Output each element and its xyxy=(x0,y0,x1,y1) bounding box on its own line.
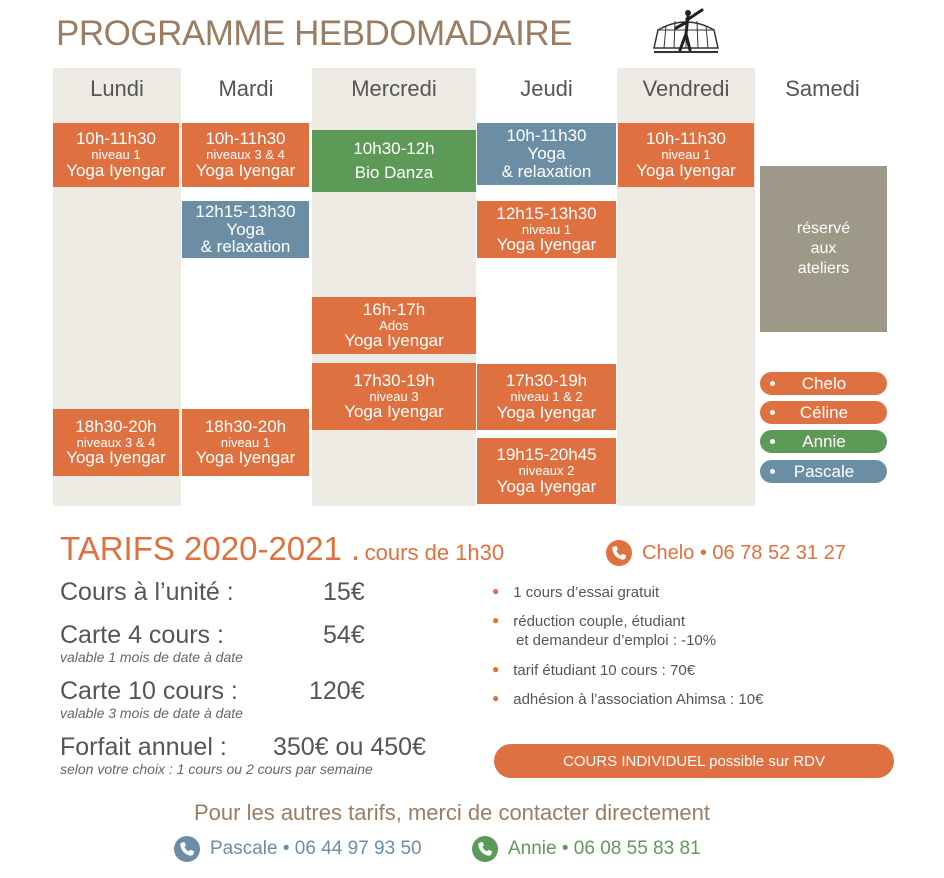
class-time: 10h-11h30 xyxy=(75,129,157,149)
teacher-name: Annie xyxy=(802,431,846,451)
class-level: niveau 1 xyxy=(91,147,141,163)
teacher-name: Céline xyxy=(799,402,849,422)
price-label: Forfait annuel : xyxy=(60,733,227,761)
teacher-legend-celine xyxy=(760,401,887,424)
class-time: 17h30-19h xyxy=(353,370,435,390)
phone-icon xyxy=(606,540,632,566)
phone-number: Chelo • 06 78 52 31 27 xyxy=(642,541,846,564)
class-time: 10h30-12h xyxy=(353,139,435,159)
class-time: 18h30-20h xyxy=(204,416,287,436)
price-value: 120€ xyxy=(309,677,365,705)
class-time: 12h15-13h30 xyxy=(496,203,597,223)
class-time: 10h-11h30 xyxy=(506,126,587,146)
class-level: Ados xyxy=(379,317,409,333)
price-value: 54€ xyxy=(323,621,365,649)
price-value: 15€ xyxy=(323,578,365,606)
class-course: Yoga Iyengar xyxy=(66,448,166,468)
phone-chelo[interactable] xyxy=(606,540,846,566)
bullet-text: réduction couple, étudiant xyxy=(513,613,686,630)
bullet-text: adhésion à l’association Ahimsa : 10€ xyxy=(513,691,764,708)
price-note: valable 3 mois de date à date xyxy=(60,705,243,721)
price-label: Carte 4 cours : xyxy=(60,621,224,649)
class-course: Yoga Iyengar xyxy=(195,448,296,468)
class-block xyxy=(182,201,309,258)
class-block xyxy=(53,409,179,476)
class-course: Bio Danza xyxy=(354,163,434,182)
class-time: 18h30-20h xyxy=(75,416,157,436)
bullet-dot-icon: ● xyxy=(492,691,500,705)
class-block xyxy=(477,201,616,258)
class-level: niveaux 3 & 4 xyxy=(206,147,285,163)
class-level: niveau 1 & 2 xyxy=(510,389,583,405)
day-jeudi: Jeudi xyxy=(520,76,573,101)
bullet-text: et demandeur d’emploi : -10% xyxy=(516,632,717,649)
class-time: 17h30-19h xyxy=(505,371,588,391)
class-block xyxy=(312,130,476,192)
price-label: Carte 10 cours : xyxy=(60,677,238,705)
class-time: 16h-17h xyxy=(362,299,426,319)
class-course: Yoga Iyengar xyxy=(496,235,597,255)
day-mercredi: Mercredi xyxy=(351,76,437,101)
class-course: Yoga Iyengar xyxy=(344,402,444,422)
class-course-detail: & relaxation xyxy=(501,161,592,181)
class-course: Yoga Iyengar xyxy=(636,160,736,180)
course-duration: cours de 1h30 xyxy=(364,540,505,565)
contact-label: Annie • 06 08 55 83 81 xyxy=(508,838,701,859)
info-bullet xyxy=(492,691,763,708)
reserved-line: aux xyxy=(810,240,837,257)
info-bullet-continued xyxy=(516,632,716,649)
page-title: PROGRAMME HEBDOMADAIRE xyxy=(56,14,572,53)
class-course: Yoga Iyengar xyxy=(344,331,444,351)
teacher-legend-pascale xyxy=(760,460,887,483)
class-block xyxy=(618,123,754,187)
phone-icon xyxy=(472,836,498,862)
phone-pascale[interactable] xyxy=(174,836,422,862)
class-time: 19h15-20h45 xyxy=(496,445,597,465)
class-level: niveau 1 xyxy=(521,221,572,237)
class-block xyxy=(53,123,179,187)
tarifs-title: TARIFS 2020-2021 . xyxy=(60,530,361,567)
class-level: niveau 1 xyxy=(220,434,271,450)
class-course: Yoga xyxy=(527,144,566,164)
class-course-detail: & relaxation xyxy=(200,237,291,257)
class-time: 12h15-13h30 xyxy=(195,201,296,221)
phone-annie[interactable] xyxy=(472,836,701,862)
class-block xyxy=(182,409,309,476)
yoga-dome-logo-icon xyxy=(650,4,722,56)
day-mardi: Mardi xyxy=(218,76,274,101)
teacher-name: Chelo xyxy=(801,373,847,393)
class-block xyxy=(477,123,616,185)
day-lundi: Lundi xyxy=(90,76,144,101)
price-note: selon votre choix : 1 cours ou 2 cours par semaine xyxy=(60,761,373,777)
class-course: Yoga Iyengar xyxy=(496,476,597,496)
class-course: Yoga Iyengar xyxy=(496,402,597,422)
bullet-text: tarif étudiant 10 cours : 70€ xyxy=(513,662,696,679)
bullet-dot-icon: ● xyxy=(492,662,500,676)
class-course: Yoga Iyengar xyxy=(195,160,296,180)
class-level: niveau 3 xyxy=(369,388,419,404)
bullet-text: 1 cours d’essai gratuit xyxy=(513,584,660,601)
day-vendredi: Vendredi xyxy=(642,76,730,101)
teacher-name: Pascale xyxy=(793,461,855,481)
class-course: Yoga Iyengar xyxy=(66,160,166,180)
phone-icon xyxy=(174,836,200,862)
bullet-dot-icon: ● xyxy=(492,613,500,627)
class-block xyxy=(477,364,616,430)
class-block xyxy=(312,363,476,430)
samedi-reserved-block xyxy=(760,166,887,332)
teacher-legend-annie xyxy=(760,430,887,453)
class-level: niveaux 3 & 4 xyxy=(76,434,156,450)
info-bullet xyxy=(492,613,685,630)
teacher-legend-chelo xyxy=(760,372,887,395)
reserved-line: réservé xyxy=(796,220,851,237)
contact-label: Pascale • 06 44 97 93 50 xyxy=(210,838,422,859)
class-block xyxy=(182,123,309,187)
day-samedi: Samedi xyxy=(785,76,860,101)
footer-text: Pour les autres tarifs, merci de contacter directement xyxy=(194,800,710,825)
class-block xyxy=(312,297,476,354)
info-bullet xyxy=(492,662,695,679)
class-course: Yoga xyxy=(226,219,265,239)
class-block xyxy=(477,438,616,504)
class-level: niveaux 2 xyxy=(518,463,575,479)
individual-course-banner: COURS INDIVIDUEL possible sur RDV xyxy=(494,744,894,778)
reserved-line: ateliers xyxy=(797,260,850,277)
class-time: 10h-11h30 xyxy=(645,129,727,149)
bullet-dot-icon: ● xyxy=(492,584,500,598)
price-label: Cours à l’unité : xyxy=(60,578,234,606)
class-level: niveau 1 xyxy=(661,147,711,163)
info-bullet xyxy=(492,584,659,601)
price-value: 350€ ou 450€ xyxy=(273,733,426,761)
class-time: 10h-11h30 xyxy=(205,129,286,149)
price-note: valable 1 mois de date à date xyxy=(60,649,243,665)
tarifs-heading xyxy=(60,530,504,568)
